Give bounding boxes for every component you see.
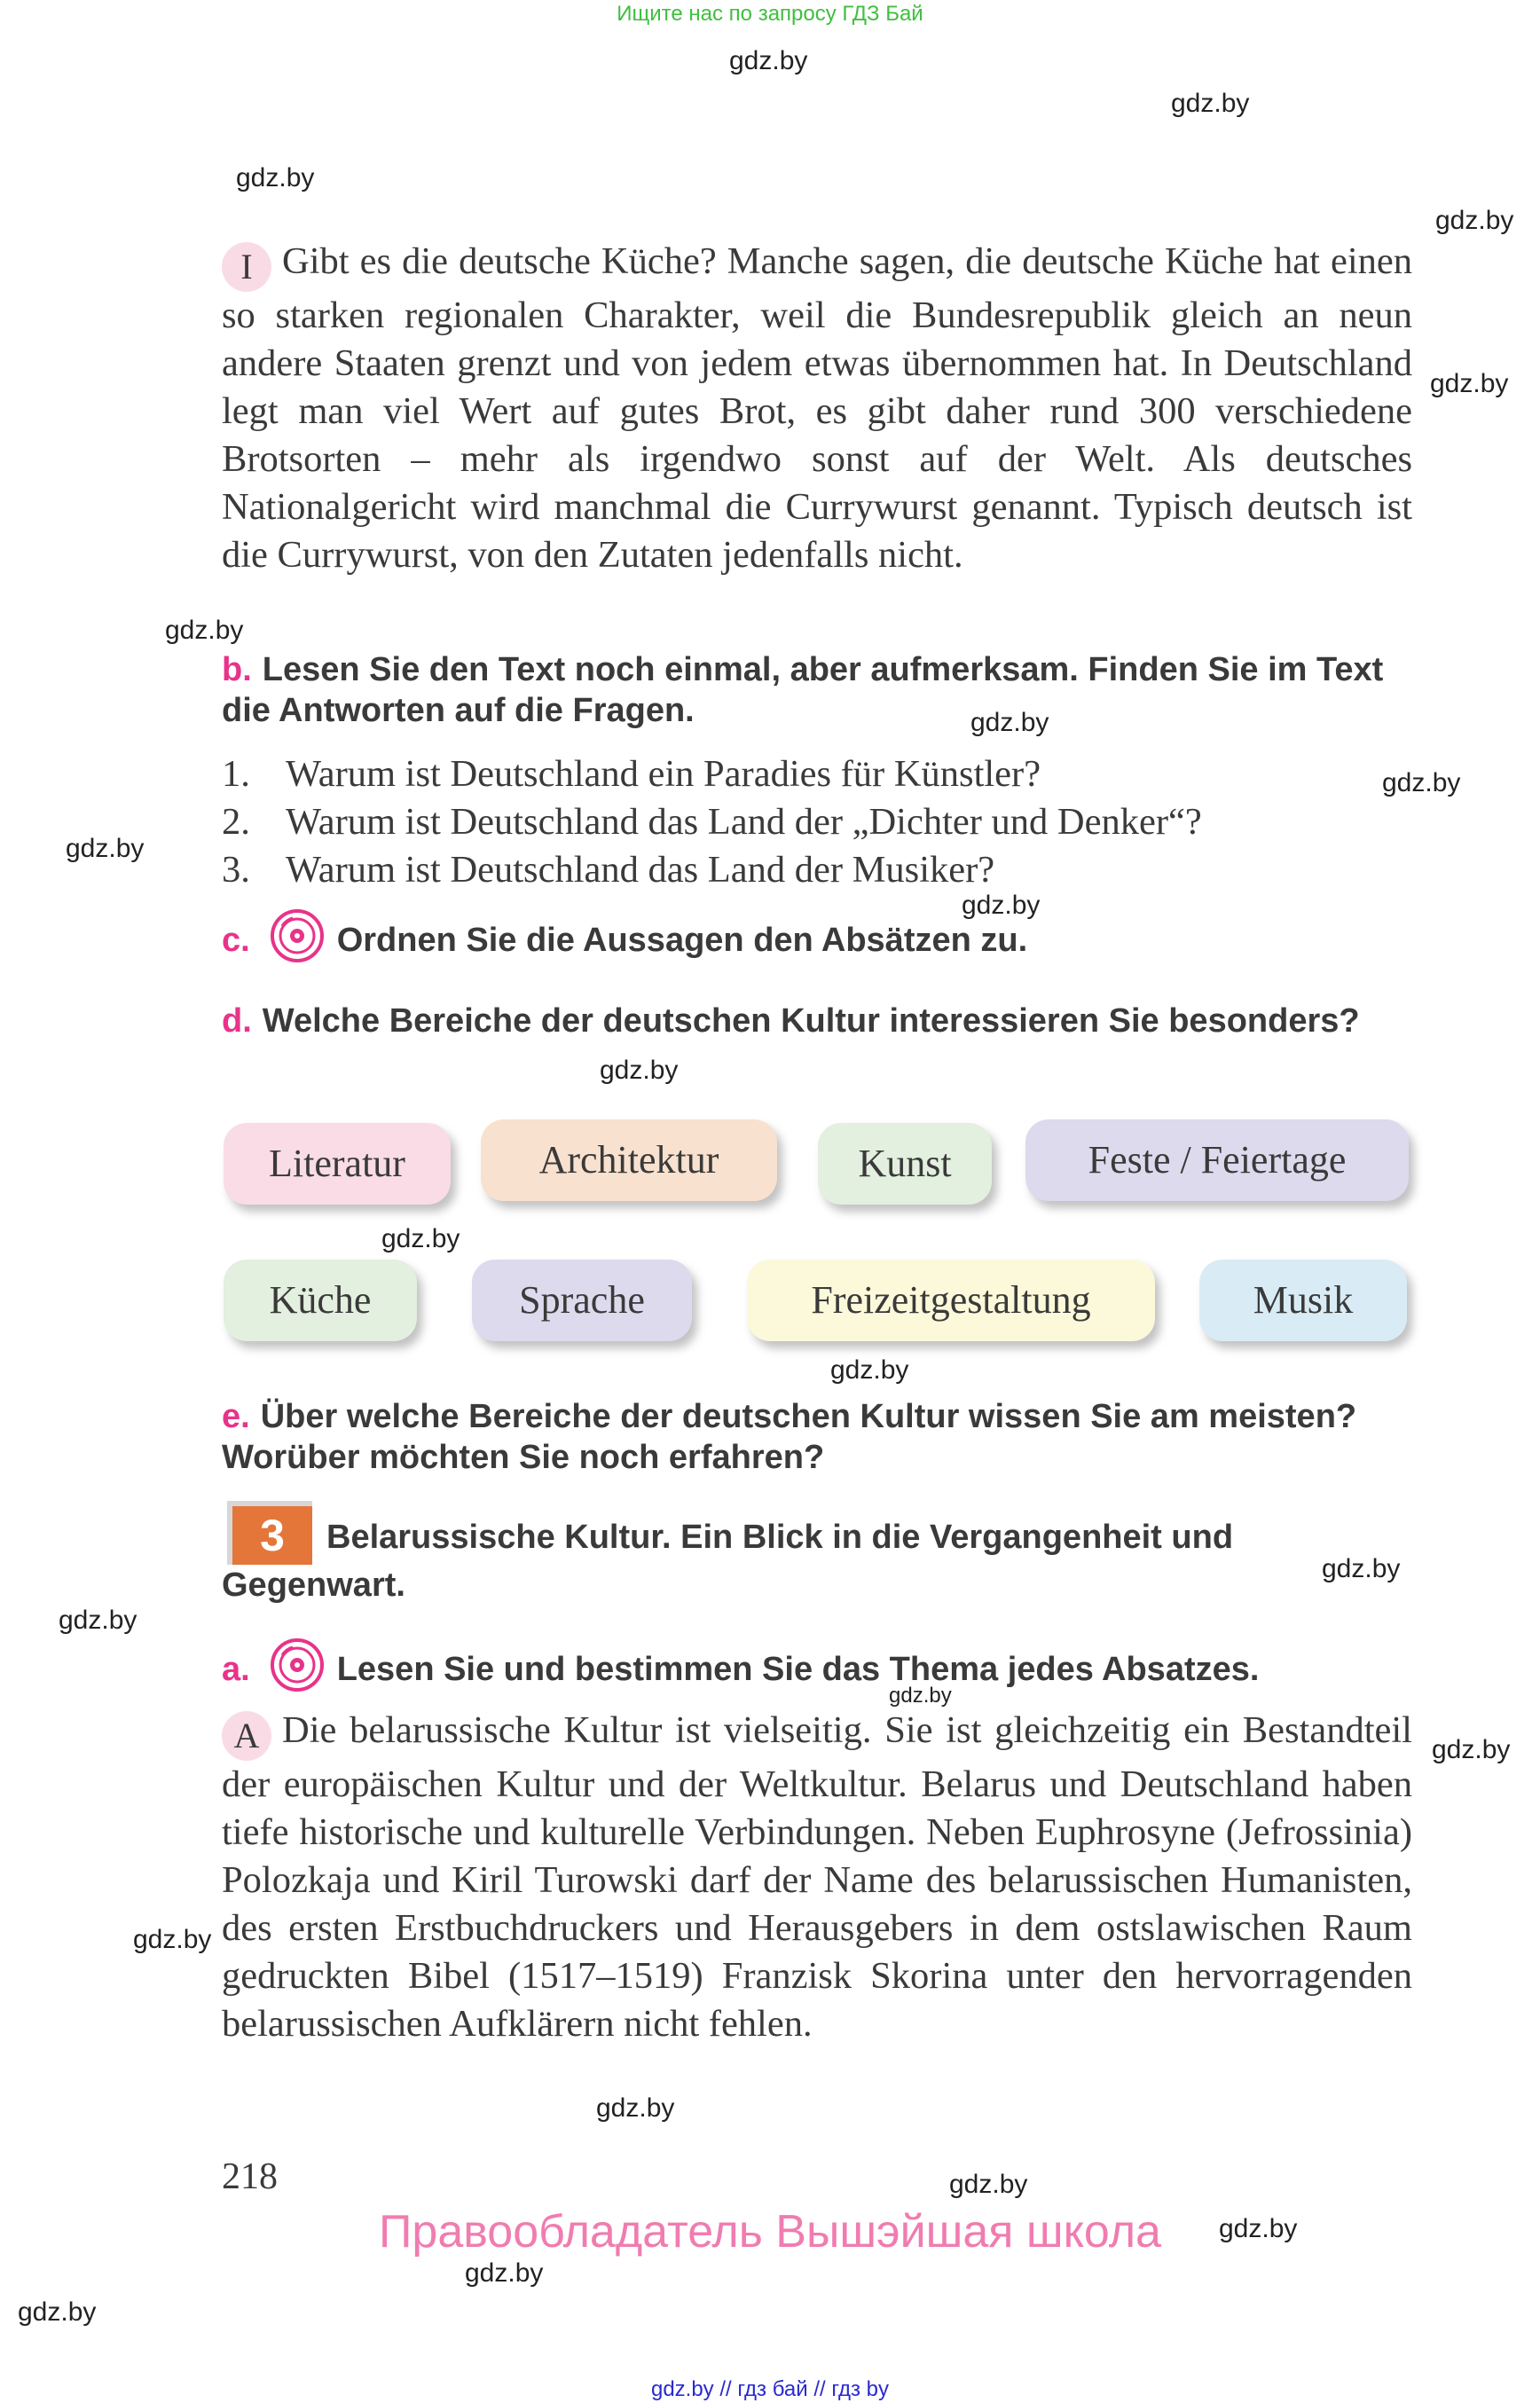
- watermark: gdz.by: [1219, 2214, 1298, 2243]
- question-item: [222, 798, 1412, 846]
- question-text: Warum ist Deutschland das Land der Musiker?: [286, 849, 995, 891]
- paragraph-text: Die belarussische Kultur ist vielseitig. Sie ist gleichzeitig ein Bestandteil der europäischen Kultur und der Weltkultur. Belarus und Deutschland haben tiefe historische und kulturelle Verbindungen. Neben Euphrosyne (Jefrossinia) Polozkaja und Kiril Turowski darf der Name des belarussischen Humanisten, des ersten Erstbuchdruckers und Herausgebers in dem ostslawischen Raum gedruckten Bibel (1517–1519) Franzisk Skorina unter den hervorragenden belarussischen Aufklärern nicht fehlen.: [222, 1709, 1412, 2045]
- top-banner[interactable]: Ищите нас по запросу ГДЗ Бай: [617, 2, 923, 26]
- question-item: [222, 846, 1412, 894]
- watermark: gdz.by: [59, 1606, 138, 1635]
- topic-pill-musik[interactable]: Musik: [1199, 1260, 1407, 1341]
- task-letter: b.: [222, 651, 252, 688]
- paragraph-marker: I: [222, 242, 271, 292]
- watermark: gdz.by: [1430, 369, 1509, 398]
- task-letter: c.: [222, 922, 250, 959]
- watermark: gdz.by: [1171, 89, 1250, 118]
- task-d: [222, 1001, 1412, 1041]
- task-text: Ordnen Sie die Aussagen den Absätzen zu.: [336, 922, 1028, 959]
- question-number: 1.: [222, 753, 250, 795]
- task-a: [222, 1637, 1412, 1700]
- rights-holder: Правообладатель Вышэйшая школа: [379, 2206, 1161, 2258]
- watermark: gdz.by: [970, 708, 1049, 737]
- question-number: 3.: [222, 849, 250, 891]
- watermark: gdz.by: [962, 891, 1041, 920]
- watermark: gdz.by: [165, 616, 244, 645]
- watermark: gdz.by: [1382, 768, 1461, 797]
- task-c: [222, 908, 1412, 971]
- task-letter: e.: [222, 1398, 250, 1435]
- topic-pill-feste[interactable]: Feste / Feiertage: [1025, 1119, 1409, 1201]
- watermark: gdz.by: [1432, 1735, 1511, 1764]
- paragraph-a: [222, 1707, 1412, 2048]
- watermark: gdz.by: [133, 1925, 212, 1954]
- task-text: Lesen Sie den Text noch einmal, aber aufmerksam. Finden Sie im Text die Antworten auf die Fragen.: [222, 651, 1384, 729]
- watermark: gdz.by: [830, 1355, 909, 1385]
- bottom-links[interactable]: gdz.by // гдз бай // гдз by: [650, 2377, 890, 2401]
- watermark: gdz.by: [465, 2258, 544, 2288]
- topic-pill-freizeitgestaltung[interactable]: Freizeitgestaltung: [747, 1260, 1155, 1341]
- watermark: gdz.by: [889, 1684, 952, 1708]
- page-number: 218: [222, 2156, 278, 2197]
- paragraph-i: [222, 238, 1412, 579]
- watermark: gdz.by: [600, 1056, 679, 1085]
- question-number: 2.: [222, 801, 250, 843]
- task-b: [222, 649, 1412, 731]
- topic-pill-kunst[interactable]: Kunst: [818, 1123, 992, 1205]
- section-number-badge: 3: [227, 1501, 312, 1565]
- task-text: Welche Bereiche der deutschen Kultur interessieren Sie besonders?: [262, 1002, 1360, 1040]
- question-text: Warum ist Deutschland ein Paradies für Künstler?: [286, 753, 1041, 795]
- watermark: gdz.by: [236, 163, 315, 192]
- task-text: Über welche Bereiche der deutschen Kultur wissen Sie am meisten? Worüber möchten Sie noch erfahren?: [222, 1398, 1357, 1476]
- watermark: gdz.by: [729, 46, 808, 75]
- topic-pill-sprache[interactable]: Sprache: [472, 1260, 692, 1341]
- paragraph-marker: A: [222, 1711, 271, 1761]
- topic-pill-literatur[interactable]: Literatur: [224, 1123, 451, 1205]
- audio-cd-icon[interactable]: [270, 908, 325, 963]
- paragraph-text: Gibt es die deutsche Küche? Manche sagen, die deutsche Küche hat einen so starken regionalen Charakter, weil die Bundesrepublik gleich an neun andere Staaten grenzt und von jedem etwas übernommen hat. In Deutschland legt man viel Wert auf gutes Brot, es gibt daher rund 300 verschiedene Brotsorten – mehr als irgendwo sonst auf der Welt. Als deutsches Nationalgericht wird manchmal die Currywurst genannt. Typisch deutsch ist die Currywurst, von den Zutaten jedenfalls nicht.: [222, 240, 1412, 576]
- audio-cd-icon[interactable]: [270, 1637, 325, 1692]
- topic-pill-kueche[interactable]: Küche: [224, 1260, 417, 1341]
- watermark: gdz.by: [949, 2170, 1028, 2199]
- question-text: Warum ist Deutschland das Land der „Dichter und Denker“?: [286, 801, 1202, 843]
- task-letter: a.: [222, 1651, 250, 1688]
- watermark: gdz.by: [596, 2093, 675, 2123]
- watermark: gdz.by: [381, 1224, 460, 1253]
- task-e: [222, 1396, 1412, 1478]
- topic-pill-architektur[interactable]: Architektur: [481, 1119, 777, 1201]
- question-item: [222, 750, 1412, 798]
- watermark: gdz.by: [1435, 206, 1514, 235]
- watermark: gdz.by: [66, 834, 145, 863]
- watermark: gdz.by: [1322, 1554, 1401, 1583]
- task-letter: d.: [222, 1002, 252, 1040]
- task-text: Lesen Sie und bestimmen Sie das Thema jedes Absatzes.: [336, 1651, 1260, 1688]
- section-title: Belarussische Kultur. Ein Blick in die Vergangenheit und Gegenwart.: [222, 1519, 1234, 1604]
- watermark: gdz.by: [18, 2297, 97, 2327]
